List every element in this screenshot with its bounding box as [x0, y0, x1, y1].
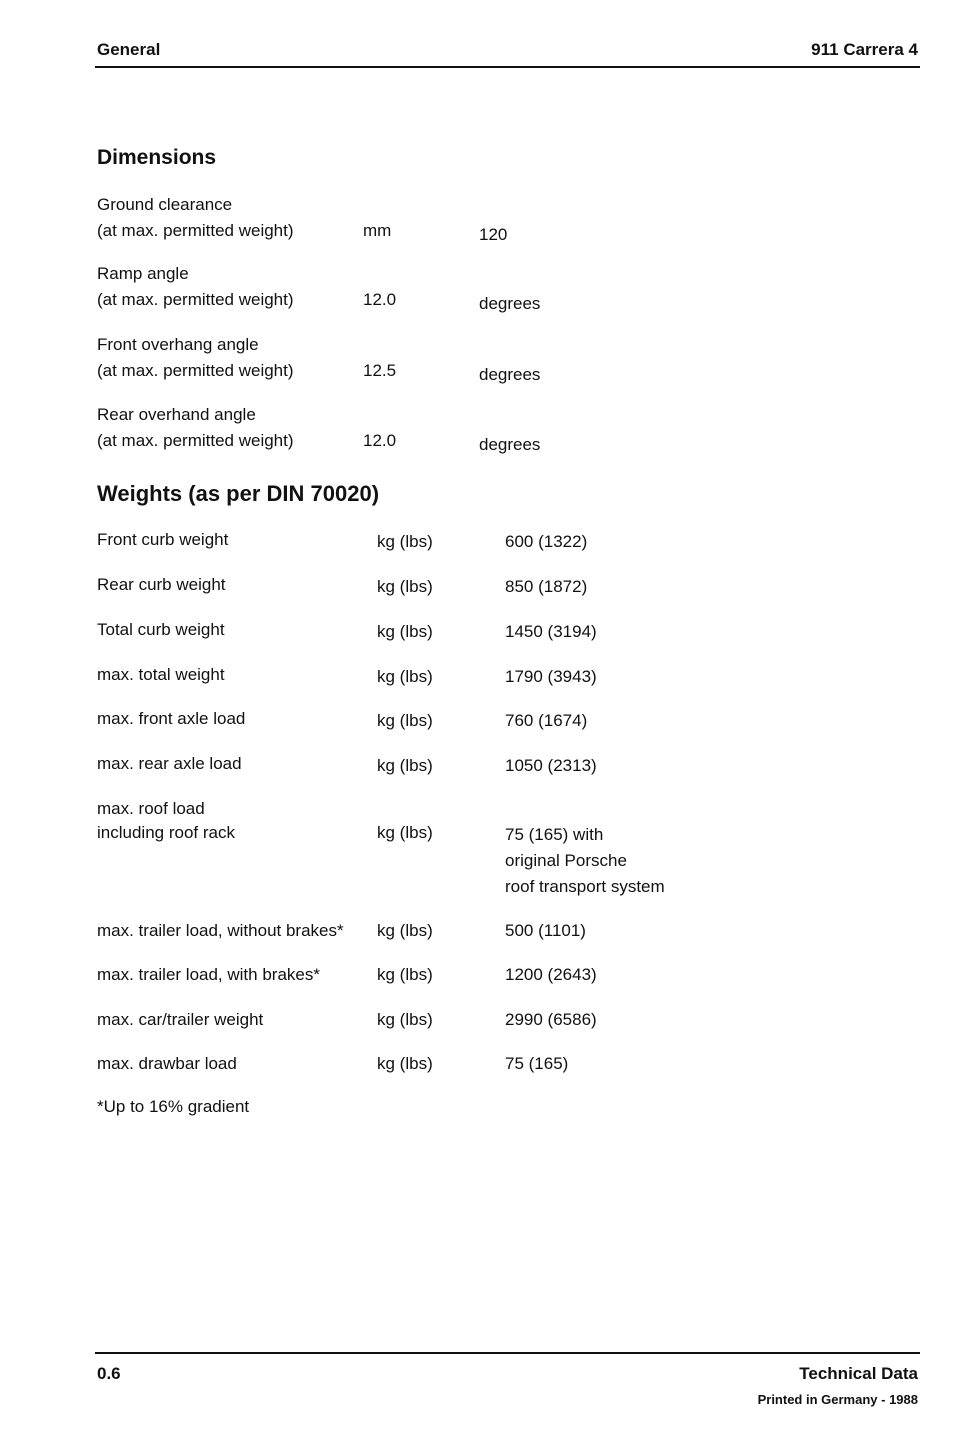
- weight-label: max. front axle load: [97, 709, 246, 728]
- header-model-name: 911 Carrera 4: [811, 40, 918, 59]
- dimension-sublabel: (at max. permitted weight): [97, 221, 294, 240]
- weight-value-cont: roof transport system: [505, 877, 665, 896]
- page-number: 0.6: [97, 1364, 121, 1383]
- weight-label: max. drawbar load: [97, 1054, 237, 1073]
- weight-unit: kg (lbs): [377, 711, 433, 730]
- dimension-unit: mm: [363, 221, 392, 240]
- weight-value: 2990 (6586): [505, 1010, 597, 1029]
- weight-unit: kg (lbs): [377, 532, 433, 551]
- weight-label: max. rear axle load: [97, 754, 242, 773]
- dimension-value: 120: [479, 225, 508, 244]
- weight-value-cont: original Porsche: [505, 851, 627, 870]
- weight-label: max. trailer load, with brakes*: [97, 965, 320, 984]
- weight-label: max. total weight: [97, 665, 225, 684]
- weight-unit: kg (lbs): [377, 1054, 433, 1073]
- footer-rule: [95, 1352, 920, 1354]
- weight-unit: kg (lbs): [377, 622, 433, 641]
- weight-label: max. roof load: [97, 799, 205, 818]
- printed-notice: Printed in Germany - 1988: [757, 1392, 918, 1407]
- gradient-footnote: *Up to 16% gradient: [97, 1097, 250, 1116]
- dimension-label: Ground clearance: [97, 195, 233, 214]
- dimension-unit: 12.5: [363, 361, 397, 380]
- dimension-sublabel: (at max. permitted weight): [97, 431, 294, 450]
- weight-value: 600 (1322): [505, 532, 588, 551]
- weight-value: 760 (1674): [505, 711, 588, 730]
- weight-label: Front curb weight: [97, 530, 229, 549]
- weight-label: max. trailer load, without brakes*: [97, 921, 344, 940]
- weight-value: 1050 (2313): [505, 756, 597, 775]
- weight-value: 1200 (2643): [505, 965, 597, 984]
- weight-unit: kg (lbs): [377, 756, 433, 775]
- weight-unit: kg (lbs): [377, 577, 433, 596]
- dimension-value: degrees: [479, 435, 541, 454]
- weight-value: 850 (1872): [505, 577, 588, 596]
- dimension-sublabel: (at max. permitted weight): [97, 361, 294, 380]
- dimension-unit: 12.0: [363, 431, 397, 450]
- weight-unit: kg (lbs): [377, 1010, 433, 1029]
- footer-section-title: Technical Data: [799, 1364, 918, 1383]
- weight-unit: kg (lbs): [377, 823, 433, 842]
- dimension-value: degrees: [479, 365, 541, 384]
- dimensions-heading: Dimensions: [97, 146, 217, 169]
- weight-label: Total curb weight: [97, 620, 225, 639]
- dimension-label: Ramp angle: [97, 264, 189, 283]
- weight-value: 75 (165): [505, 1054, 569, 1073]
- weight-unit: kg (lbs): [377, 667, 433, 686]
- dimension-unit: 12.0: [363, 290, 397, 309]
- weight-unit: kg (lbs): [377, 921, 433, 940]
- dimension-sublabel: (at max. permitted weight): [97, 290, 294, 309]
- header-rule: [95, 66, 920, 68]
- dimension-label: Front overhang angle: [97, 335, 259, 354]
- dimension-label: Rear overhand angle: [97, 405, 256, 424]
- weight-value: 75 (165) with: [505, 825, 604, 844]
- header-section-title: General: [97, 40, 161, 59]
- weights-heading: Weights (as per DIN 70020): [97, 481, 380, 506]
- dimension-value: degrees: [479, 294, 541, 313]
- weight-label: max. car/trailer weight: [97, 1010, 264, 1029]
- weight-label: Rear curb weight: [97, 575, 226, 594]
- weight-value: 1790 (3943): [505, 667, 597, 686]
- weight-value: 1450 (3194): [505, 622, 597, 641]
- weight-unit: kg (lbs): [377, 965, 433, 984]
- weight-sublabel: including roof rack: [97, 823, 235, 842]
- weight-value: 500 (1101): [505, 921, 586, 940]
